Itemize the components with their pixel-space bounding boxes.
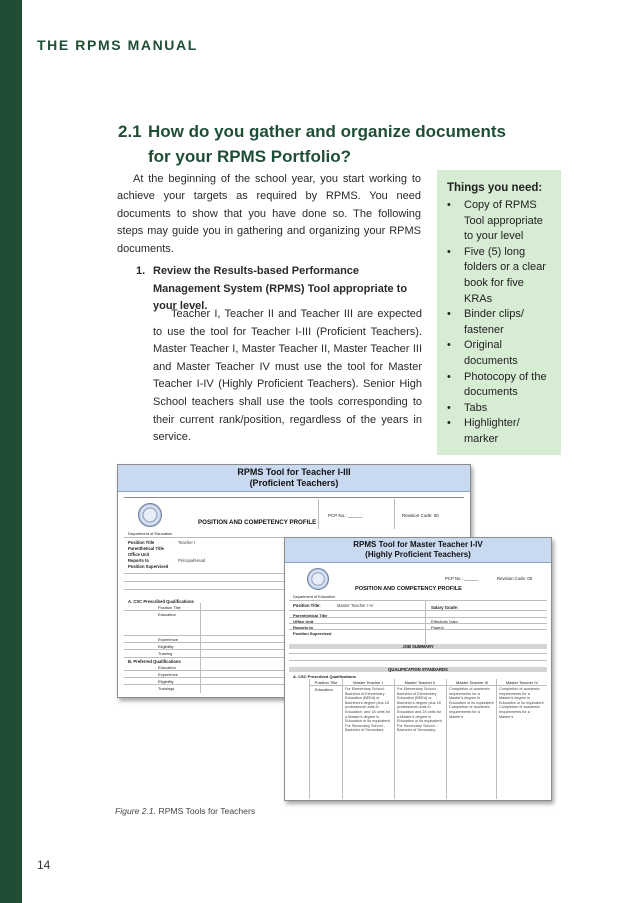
step-1-body: Teacher I, Teacher II and Teacher III are expected to use the tool for Teacher I-III (Proficient Teachers). Master Teacher I, Master Teacher II, Master Teacher III and Master Teacher IV must use the tool for Master Teacher I-IV (Highly Proficient Teachers). Senior High School teachers shall use the tools corresponding to their current rank/position, regardless of the years in service. [153,308,422,444]
banner-title: RPMS Tool for Master Teacher I-IV [353,540,483,549]
qualifications-heading: A. CSC Prescribed Qualifications [128,599,194,604]
figure-caption [115,806,255,816]
qualification-standards-bar: QUALIFICATION STANDARDS [289,667,547,672]
pref-row-label: Education [158,665,176,670]
left-accent-bar [0,0,22,903]
section-heading [118,119,538,169]
banner-subtitle: (Proficient Teachers) [249,478,339,488]
field-label: Parenthetical Title [128,546,164,551]
page-number: 14 [37,858,51,872]
qual-row-label: Training [158,651,173,656]
sidebar-title: Things you need: [447,182,543,194]
sidebar-list [447,198,552,448]
banner-title: RPMS Tool for Teacher I-III [237,467,351,477]
pref-row-label: Experience [158,672,179,677]
job-summary-bar: JOB SUMMARY [289,644,547,649]
pref-row-label: Trainings [158,686,175,691]
table-header: Position Title [314,680,338,685]
agency-name: Department of Education [128,531,173,536]
deped-seal-icon [307,568,329,590]
sidebar-item: • Tabs [447,401,552,417]
field-label: Reports to [128,558,149,563]
field-label: Office Unit [293,619,314,624]
field-label: Position Supervised [293,631,332,636]
sidebar-item: • Photocopy of the documents [447,370,552,401]
field-label: Office Unit [128,552,150,557]
agency-name: Department of Education [293,595,336,599]
caption-label: Figure 2.1. [115,806,157,816]
banner-subtitle: (Highly Proficient Teachers) [365,550,471,559]
field-label: Position Title [128,540,155,545]
education-row-label: Education [315,687,333,692]
qual-row-label: Position Title [158,605,181,610]
position-title-value: Teacher I [178,540,196,545]
deped-seal-icon [138,503,162,527]
section-number: 2.1 [118,122,142,141]
profile-title: POSITION AND COMPETENCY PROFILE [355,586,462,592]
field-label: Position Supervised [128,564,169,569]
profile-title: POSITION AND COMPETENCY PROFILE [198,519,317,526]
sidebar-item: • Original documents [447,338,552,369]
revision-code: Revision Code: 00 [402,513,439,518]
effectivity-date-label: Effectivity Date: [431,619,459,624]
table-cell: Completion of academic requirements for a Master's degree in Education or its equivalent. Completion of academic requirements for a Master's [449,687,495,719]
rpms-tool-master-teacher-document [284,537,552,801]
table-cell: Completion of academic requirements for a Master's degree in Education or its equivalent. Completion of academic requirements for a Master's [499,687,545,719]
caption-text: RPMS Tools for Teachers [156,806,256,816]
pages-label: Page/s: [431,625,445,630]
table-cell: For Elementary School - Bachelor of Elementary Education (BEEd) or Bachelor's degree plus 18 professional units in Education and 24 units for a Master's degree in Education or its equivalent; For Secondary School - Bachelor of Secondary [397,687,443,733]
field-label: Parenthetical Title [293,613,328,618]
section-title-line1: How do you gather and organize documents [148,122,506,141]
pref-row-label: Eligibility [158,679,174,684]
field-label: Reports to [293,625,313,630]
sidebar-item: • Binder clips/ fastener [447,307,552,338]
pcp-number: PCP No.: ______ [445,576,479,581]
things-you-need-box [437,170,561,455]
table-header: Master Teacher III [456,680,488,685]
sidebar-item: • Five (5) long folders or a clear book for five KRAs [447,245,552,307]
step-1-number: 1. [136,265,146,277]
csc-qualifications-heading: A. CSC Prescribed Qualifications [293,674,356,679]
qual-row-label: Experience [158,637,179,642]
section-title-line2: for your RPMS Portfolio? [148,147,352,166]
position-title-label: Position Title: [293,603,321,608]
qual-row-label: Education [158,612,176,617]
sidebar-item: • Copy of RPMS Tool appropriate to your level [447,198,552,245]
pcp-number: PCP No.: ______ [328,513,363,518]
table-header: Master Teacher II [404,680,436,685]
table-header: Master Teacher I [353,680,383,685]
qual-row-label: Eligibility [158,644,174,649]
document-banner [285,538,551,563]
preferred-qualifications-heading: B. Preferred Qualifications [128,659,181,664]
sidebar-item: • Highlighter/ marker [447,416,552,447]
salary-grade-label: Salary Grade: [431,605,459,610]
step-1-title: Review the Results-based Performance Management System (RPMS) Tool appropriate to your level. [153,265,408,312]
table-cell: For Elementary School - Bachelor of Elementary Education (BEEd) or Bachelor's degree plus 18 professional units in Education, and 18 units for a Master's degree in Education or its equivalent; For Secondary School - Bachelor of Secondary [345,687,391,733]
position-title-value: Master Teacher I-IV [337,603,374,608]
reports-to-value: Principal/Head [178,558,206,563]
figure-rpms-tools [113,459,553,805]
revision-code: Revision Code: 00 [497,576,533,581]
running-header: THE RPMS MANUAL [37,37,198,53]
table-header: Master Teacher IV [505,680,539,685]
intro-paragraph: At the beginning of the school year, you start working to achieve your targets as required by RPMS. You need documents to show that you have done so. The following steps may guide you in gathering and organizing your RPMS documents. [117,173,421,255]
document-banner [118,465,470,492]
